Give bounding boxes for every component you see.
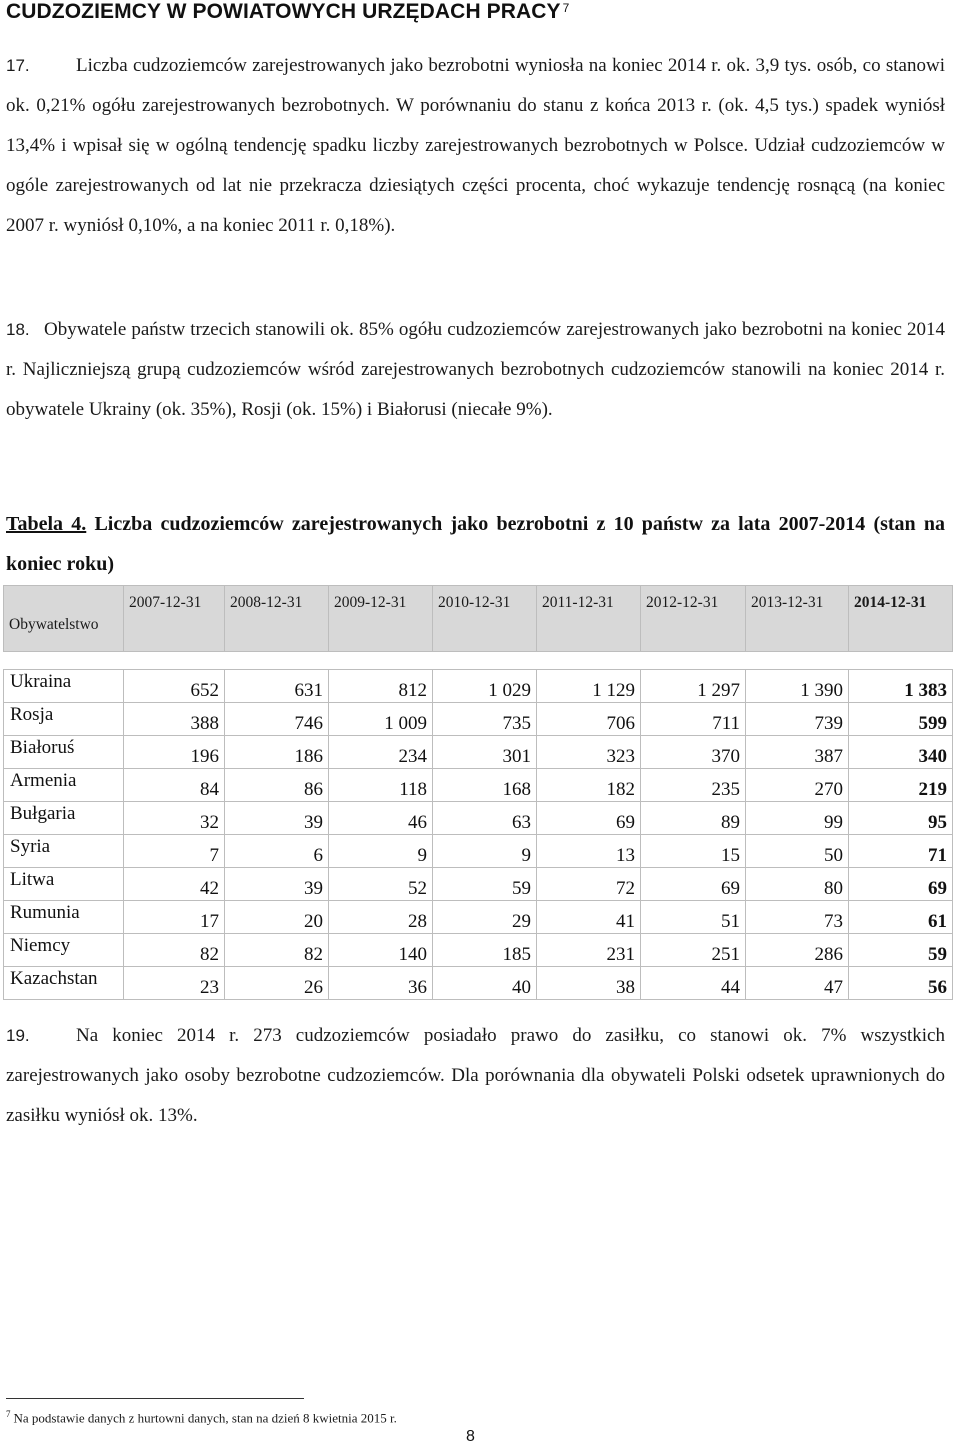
value-cell: 711: [641, 703, 746, 736]
paragraph-text: Obywatele państw trzecich stanowili ok. 85% ogółu cudzoziemców zarejestrowanych jako bezrobotni na koniec 2014 r. Najliczniejszą grupą cudzoziemców wśród zarejestrowanych bezrobotnych cudzoziemców stanowili na koniec 2014 r. obywatele Ukrainy (ok. 35%), Rosji (ok. 15%) i Białorusi (niecałe 9%).: [6, 319, 945, 420]
value-cell: 63: [433, 802, 537, 835]
value-cell: 251: [641, 934, 746, 967]
footnote-number: 7: [6, 1409, 11, 1419]
header-cell: 2010-12-31: [433, 586, 537, 652]
value-cell: 89: [641, 802, 746, 835]
value-cell: 1 297: [641, 670, 746, 703]
table-row: [4, 868, 953, 901]
table-spacer: [4, 652, 953, 670]
table-row: [4, 901, 953, 934]
value-cell: 73: [746, 901, 849, 934]
paragraph-number: 18.: [6, 320, 30, 339]
footnote-divider: [6, 1398, 304, 1399]
footnote-text: Na podstawie danych z hurtowni danych, stan na dzień 8 kwietnia 2015 r.: [13, 1410, 397, 1426]
header-cell: 2007-12-31: [124, 586, 225, 652]
value-cell: 99: [746, 802, 849, 835]
table-row: [4, 802, 953, 835]
value-cell: 69: [537, 802, 641, 835]
header-cell: Obywatelstwo: [4, 586, 124, 652]
header-cell: 2013-12-31: [746, 586, 849, 652]
table-row: [4, 934, 953, 967]
country-cell: Bułgaria: [4, 802, 124, 835]
table-row: [4, 967, 953, 1000]
value-cell: 735: [433, 703, 537, 736]
value-cell: 82: [124, 934, 225, 967]
country-cell: Niemcy: [4, 934, 124, 967]
value-cell: 59: [849, 934, 953, 967]
value-cell: 41: [537, 901, 641, 934]
paragraph-number: 17.: [6, 56, 30, 75]
table-row: [4, 670, 953, 703]
value-cell: 812: [329, 670, 433, 703]
value-cell: 52: [329, 868, 433, 901]
value-cell: 196: [124, 736, 225, 769]
value-cell: 168: [433, 769, 537, 802]
value-cell: 23: [124, 967, 225, 1000]
country-cell: Rosja: [4, 703, 124, 736]
value-cell: 739: [746, 703, 849, 736]
table-row: [4, 769, 953, 802]
value-cell: 20: [225, 901, 329, 934]
value-cell: 39: [225, 802, 329, 835]
value-cell: 186: [225, 736, 329, 769]
value-cell: 39: [225, 868, 329, 901]
value-cell: 706: [537, 703, 641, 736]
country-cell: Rumunia: [4, 901, 124, 934]
paragraph-18: [6, 310, 945, 430]
value-cell: 71: [849, 835, 953, 868]
country-cell: Armenia: [4, 769, 124, 802]
table-row: [4, 736, 953, 769]
value-cell: 1 383: [849, 670, 953, 703]
country-cell: Syria: [4, 835, 124, 868]
paragraph-17: [6, 46, 945, 246]
country-cell: Białoruś: [4, 736, 124, 769]
value-cell: 15: [641, 835, 746, 868]
value-cell: 652: [124, 670, 225, 703]
value-cell: 631: [225, 670, 329, 703]
value-cell: 56: [849, 967, 953, 1000]
value-cell: 13: [537, 835, 641, 868]
value-cell: 51: [641, 901, 746, 934]
value-cell: 219: [849, 769, 953, 802]
value-cell: 7: [124, 835, 225, 868]
value-cell: 72: [537, 868, 641, 901]
value-cell: 36: [329, 967, 433, 1000]
paragraph-19: [6, 1016, 945, 1136]
value-cell: 61: [849, 901, 953, 934]
value-cell: 185: [433, 934, 537, 967]
page-number: 8: [466, 1428, 475, 1445]
value-cell: 140: [329, 934, 433, 967]
value-cell: 340: [849, 736, 953, 769]
section-heading-text: CUDZOZIEMCY W POWIATOWYCH URZĘDACH PRACY: [6, 0, 561, 23]
value-cell: 6: [225, 835, 329, 868]
paragraph-number: 19.: [6, 1026, 30, 1045]
footnote-ref: 7: [562, 1, 570, 15]
paragraph-text: Na koniec 2014 r. 273 cudzoziemców posiadało prawo do zasiłku, co stanowi ok. 7% wszystkich zarejestrowanych jako osoby bezrobotne cudzoziemców. Dla porównania dla obywateli Polski odsetek uprawnionych do zasiłku wyniósł ok. 13%.: [6, 1025, 945, 1126]
header-cell: 2011-12-31: [537, 586, 641, 652]
value-cell: 1 009: [329, 703, 433, 736]
table-caption-label: Tabela 4.: [6, 513, 87, 535]
value-cell: 9: [329, 835, 433, 868]
value-cell: 234: [329, 736, 433, 769]
table-row: [4, 835, 953, 868]
country-cell: Ukraina: [4, 670, 124, 703]
country-cell: Kazachstan: [4, 967, 124, 1000]
value-cell: 42: [124, 868, 225, 901]
value-cell: 28: [329, 901, 433, 934]
value-cell: 388: [124, 703, 225, 736]
value-cell: 44: [641, 967, 746, 1000]
value-cell: 80: [746, 868, 849, 901]
value-cell: 1 029: [433, 670, 537, 703]
value-cell: 301: [433, 736, 537, 769]
value-cell: 46: [329, 802, 433, 835]
table-caption-text: Liczba cudzoziemców zarejestrowanych jako bezrobotni z 10 państw za lata 2007-2014 (stan na koniec roku): [6, 513, 946, 575]
data-table: [3, 585, 953, 1000]
value-cell: 29: [433, 901, 537, 934]
value-cell: 38: [537, 967, 641, 1000]
value-cell: 40: [433, 967, 537, 1000]
value-cell: 26: [225, 967, 329, 1000]
value-cell: 47: [746, 967, 849, 1000]
value-cell: 270: [746, 769, 849, 802]
header-cell: 2012-12-31: [641, 586, 746, 652]
value-cell: 82: [225, 934, 329, 967]
value-cell: 1 129: [537, 670, 641, 703]
value-cell: 231: [537, 934, 641, 967]
value-cell: 69: [849, 868, 953, 901]
value-cell: 95: [849, 802, 953, 835]
value-cell: 599: [849, 703, 953, 736]
value-cell: 387: [746, 736, 849, 769]
value-cell: 323: [537, 736, 641, 769]
value-cell: 32: [124, 802, 225, 835]
value-cell: 118: [329, 769, 433, 802]
section-heading: [6, 0, 569, 24]
value-cell: 69: [641, 868, 746, 901]
value-cell: 86: [225, 769, 329, 802]
header-cell: 2008-12-31: [225, 586, 329, 652]
table-header-row: [4, 586, 953, 652]
value-cell: 370: [641, 736, 746, 769]
value-cell: 182: [537, 769, 641, 802]
table-caption: [6, 504, 945, 584]
value-cell: 235: [641, 769, 746, 802]
value-cell: 59: [433, 868, 537, 901]
value-cell: 286: [746, 934, 849, 967]
header-cell: 2014-12-31: [849, 586, 953, 652]
value-cell: 746: [225, 703, 329, 736]
paragraph-text: Liczba cudzoziemców zarejestrowanych jako bezrobotni wyniosła na koniec 2014 r. ok. 3,9 tys. osób, co stanowi ok. 0,21% ogółu zarejestrowanych bezrobotnych. W porównaniu do stanu z końca 2013 r. (ok. 4,5 tys.) spadek wyniósł 13,4% i wpisał się w ogólną tendencję spadku liczby zarejestrowanych bezrobotnych w Polsce. Udział cudzoziemców w ogóle zarejestrowanych od lat nie przekracza dziesiątych części procenta, choć wykazuje tendencję rosnącą (na koniec 2007 r. wyniósł 0,10%, a na koniec 2011 r. 0,18%).: [6, 55, 945, 236]
table-row: [4, 703, 953, 736]
value-cell: 17: [124, 901, 225, 934]
value-cell: 50: [746, 835, 849, 868]
header-cell: 2009-12-31: [329, 586, 433, 652]
value-cell: 9: [433, 835, 537, 868]
footnote: [6, 1409, 397, 1426]
country-cell: Litwa: [4, 868, 124, 901]
value-cell: 84: [124, 769, 225, 802]
value-cell: 1 390: [746, 670, 849, 703]
